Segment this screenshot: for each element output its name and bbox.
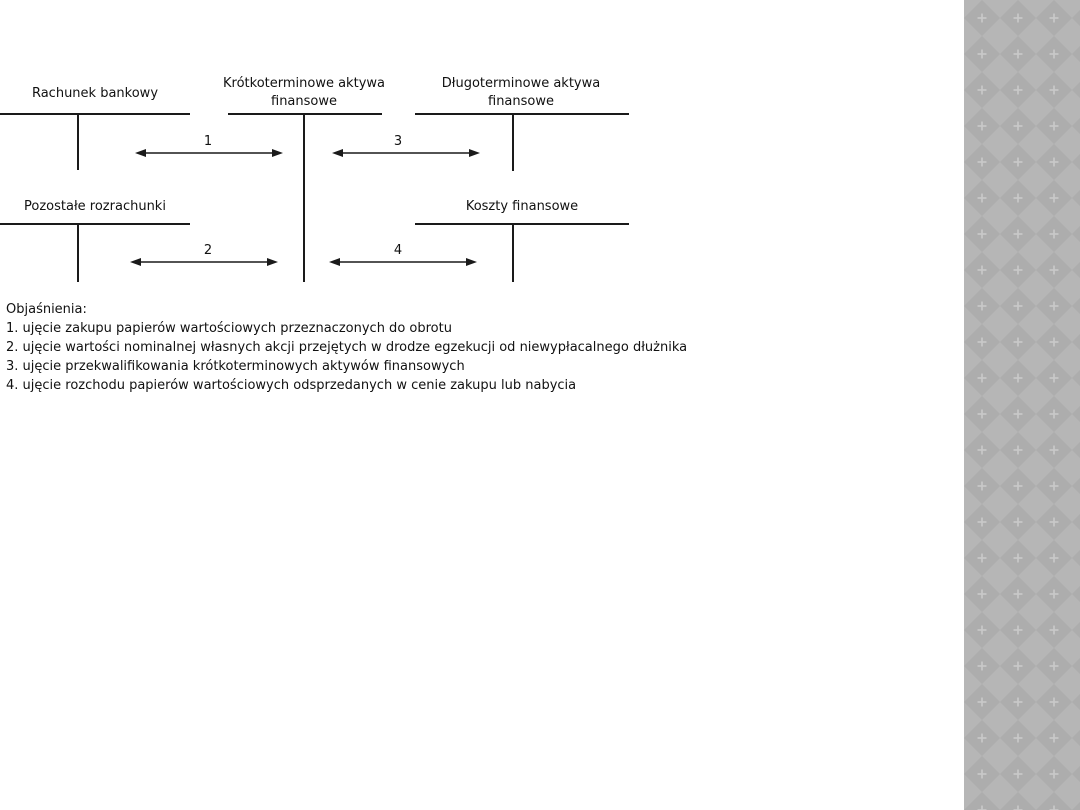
explanations-block [6, 300, 926, 395]
account-title-dlugoterminowe-aktywa-finansowe: Długoterminowe aktywa finansowe [441, 76, 601, 109]
argyle-pattern [964, 0, 1080, 810]
t-account-stem-rachunek-bankowy [77, 113, 79, 170]
flow-label-1: 1 [203, 134, 213, 149]
explanation-item-2: 2. ujęcie wartości nominalnej własnych akcji przejętych w drodze egzekucji od niewypłacalnego dłużnika [6, 340, 688, 355]
t-account-top-line-pozostale [0, 223, 190, 225]
t-account-stem-dlugoterminowe [512, 113, 514, 171]
explanations-heading: Objaśnienia: [6, 302, 87, 317]
account-title-koszty-finansowe: Koszty finansowe [465, 199, 579, 214]
explanation-item-4: 4. ujęcie rozchodu papierów wartościowych odsprzedanych w cenie zakupu lub nabycia [6, 378, 577, 393]
t-account-top-line-krotkoterminowe [228, 113, 382, 115]
explanation-item-1: 1. ujęcie zakupu papierów wartościowych przeznaczonych do obrotu [6, 321, 452, 336]
t-account-top-line-dlugoterminowe [415, 113, 629, 115]
t-account-top-line-koszty [415, 223, 629, 225]
sidebar-decoration [964, 0, 1080, 810]
flow-label-3: 3 [393, 134, 403, 149]
account-title-krotkoterminowe-aktywa-finansowe: Krótkoterminowe aktywa finansowe [223, 76, 385, 109]
t-account-stem-koszty [512, 223, 514, 282]
t-account-top-line-rachunek-bankowy [0, 113, 190, 115]
explanation-item-3: 3. ujęcie przekwalifikowania krótkoterminowych aktywów finansowych [6, 359, 465, 374]
flow-label-2: 2 [203, 243, 213, 258]
flow-label-4: 4 [393, 243, 403, 258]
t-account-stem-pozostale [77, 223, 79, 282]
account-title-rachunek-bankowy: Rachunek bankowy [31, 86, 159, 101]
t-account-stem-krotkoterminowe [303, 113, 305, 282]
account-title-pozostale-rozrachunki: Pozostałe rozrachunki [24, 199, 166, 214]
